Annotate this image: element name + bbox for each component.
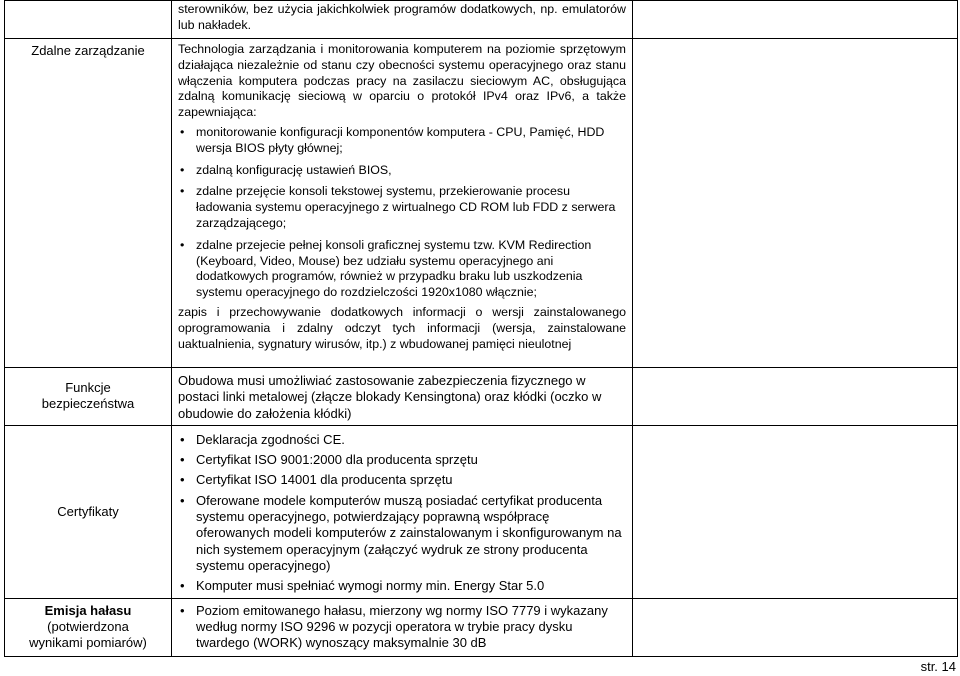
- list-item: • zdalną konfigurację ustawień BIOS,: [180, 162, 392, 177]
- bullet-icon: •: [180, 431, 185, 447]
- content-cell-noise: [172, 598, 633, 656]
- response-cell: [633, 425, 958, 598]
- row-noise: [5, 598, 958, 656]
- bullet-icon: •: [180, 602, 185, 618]
- continuation-text: sterowników, bez użycia jakichkolwiek programów dodatkowych, np. emulatorów lub nakładek.: [178, 2, 626, 32]
- response-cell: [633, 39, 958, 368]
- response-cell: [633, 1, 958, 39]
- list-item: • Certyfikat ISO 14001 dla producenta sprzętu: [180, 472, 453, 488]
- bullet-icon: •: [180, 124, 185, 139]
- remote-intro: Technologia zarządzania i monitorowania komputerem na poziomie sprzętowym działająca niezależnie od stanu czy obecności systemu operacyjnego oraz stanu włączenia komputera podczas pracy na zasilaczu sieciowym AC, obsługująca zdalną komunikację sieciową w oparciu o protokół IPv4 oraz IPv6, a także zapewniająca:: [178, 42, 626, 120]
- bullet-icon: •: [180, 578, 185, 594]
- remote-list: [178, 125, 626, 301]
- list-item: • monitorowanie konfiguracji komponentów komputera - CPU, Pamięć, HDD wersja BIOS płyty głównej;: [180, 124, 605, 155]
- list-item: • Certyfikat ISO 9001:2000 dla producenta sprzętu: [180, 452, 478, 468]
- label-cell-security: [5, 368, 172, 426]
- row-remote-management: [5, 39, 958, 368]
- content-cell-certs: [172, 425, 633, 598]
- bullet-icon: •: [180, 184, 185, 199]
- security-label-line2: bezpieczeństwa: [41, 396, 135, 412]
- response-cell: [633, 598, 958, 656]
- remote-outro: zapis i przechowywanie dodatkowych informacji o wersji zainstalowanego oprogramowania i zdalny odczyt tych informacji (wersja, zainstalowane uaktualnienia, sygnatury wirusów, itp.) z wbudowanej pamięci nieulotnej: [178, 304, 626, 351]
- bullet-icon: •: [180, 452, 185, 468]
- noise-list: [178, 603, 626, 652]
- label-cell-empty: [5, 1, 172, 39]
- row-security: [5, 368, 958, 426]
- spec-table: [4, 0, 958, 657]
- list-item: • zdalne przejęcie konsoli tekstowej systemu, przekierowanie procesu ładowania systemu operacyjnego z wirtualnego CD ROM lub FDD z serwera zarządzającego;: [180, 184, 616, 230]
- noise-label-line1: Emisja hałasu: [44, 603, 132, 619]
- row-continuation: [5, 1, 958, 39]
- row-certificates: [5, 425, 958, 598]
- response-cell: [633, 368, 958, 426]
- remote-label: Zdalne zarządzanie: [31, 43, 145, 58]
- list-item: • Oferowane modele komputerów muszą posiadać certyfikat producenta systemu operacyjnego, potwierdzający poprawną współpracę oferowanych modeli komputerów z zainstalowanym i skonfigurowanym na nich systemem operacyjnym (załączyć wydruk ze strony producenta systemu operacyjnego): [180, 492, 622, 573]
- certs-list: [178, 432, 626, 595]
- page-number: str. 14: [920, 659, 956, 674]
- list-item: • zdalne przejecie pełnej konsoli graficznej systemu tzw. KVM Redirection (Keyboard, Video, Mouse) bez udziału systemu operacyjnego ani dodatkowych programów, również w przypadku braku lub uszkodzenia systemu operacyjnego do rozdzielczości 1920x1080 włącznie;: [180, 237, 592, 300]
- bullet-icon: •: [180, 472, 185, 488]
- security-label-line1: Funkcje: [65, 380, 111, 396]
- list-item: • Deklaracja zgodności CE.: [180, 431, 345, 447]
- list-item: • Poziom emitowanego hałasu, mierzony wg normy ISO 7779 i wykazany według normy ISO 9296 w pozycji operatora w trybie pracy dysku twardego (WORK) wynoszący maksymalnie 30 dB: [180, 602, 608, 651]
- label-cell-remote: [5, 39, 172, 368]
- certs-label: Certyfikaty: [57, 503, 119, 519]
- noise-label-line2: (potwierdzona: [47, 619, 129, 635]
- bullet-icon: •: [180, 162, 185, 177]
- content-cell-security: [172, 368, 633, 426]
- bullet-icon: •: [180, 492, 185, 508]
- content-cell-continuation: [172, 1, 633, 39]
- list-item: • Komputer musi spełniać wymogi normy min. Energy Star 5.0: [180, 578, 545, 594]
- content-cell-remote: [172, 39, 633, 368]
- bullet-icon: •: [180, 237, 185, 252]
- label-cell-certs: [5, 425, 172, 598]
- noise-label-line3: wynikami pomiarów): [29, 635, 147, 651]
- security-text: Obudowa musi umożliwiać zastosowanie zabezpieczenia fizycznego w postaci linki metalowej (złącze blokady Kensingtona) oraz kłódki (oczko w obudowie do założenia kłódki): [178, 373, 602, 421]
- label-cell-noise: [5, 598, 172, 656]
